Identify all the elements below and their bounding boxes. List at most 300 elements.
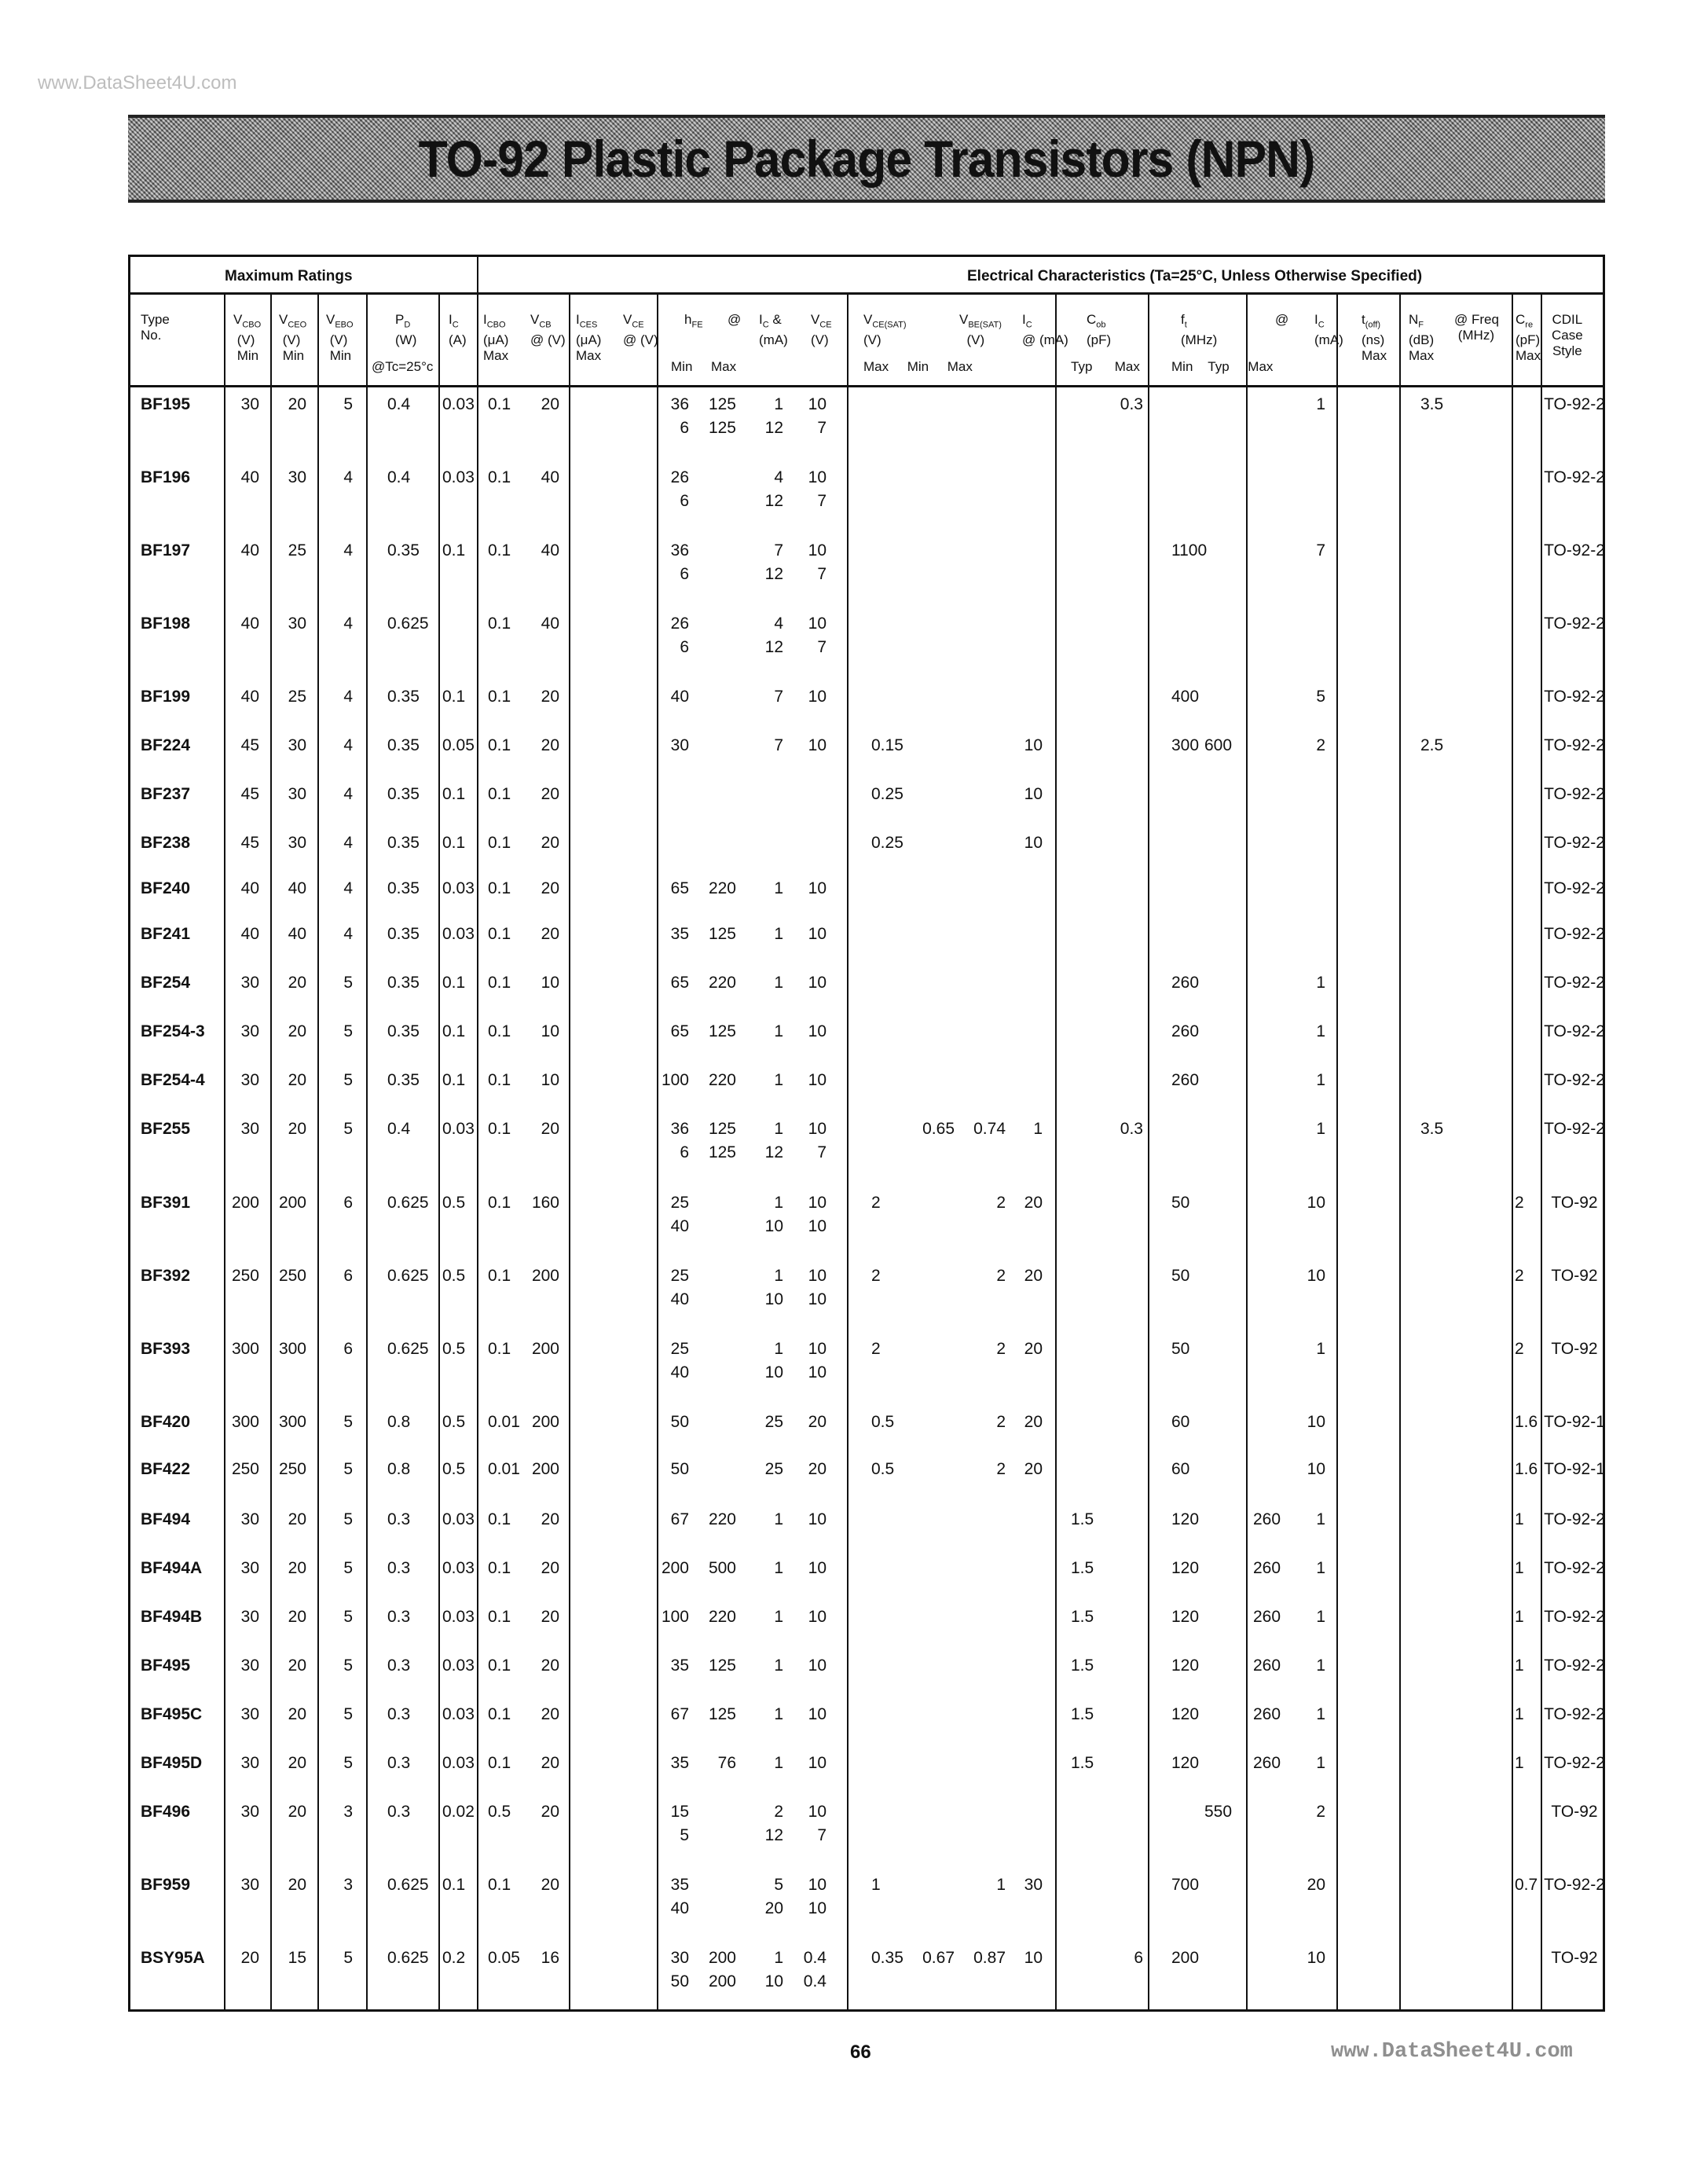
cell-case: TO-92-1 [1544,1413,1605,1431]
cell-hfe-min: 67 [670,1705,689,1723]
cell-vcb: 160 [531,1194,559,1212]
cell-vcbo: 30 [240,1705,259,1723]
cell-icbo: 0.1 [488,974,511,992]
cell-vcbo: 40 [240,688,259,706]
cell-icbo: 0.1 [488,541,511,560]
header-type: Type No. [141,312,170,343]
column-divider [438,292,440,2009]
cell-icbo: 0.1 [488,688,511,706]
cell-pd: 0.35 [387,1022,420,1040]
cell-hfe-vce: 10 [808,925,827,943]
cell-ft-ic: 1 [1316,1705,1325,1723]
cell-type: BF238 [141,834,191,852]
header-sat-ic: $I_C$ @ (mA) [1022,312,1068,348]
cell-vcb: 200 [531,1413,559,1431]
cell-vcb: 20 [541,1803,559,1821]
header-sat-minmax: Max Min Max [863,359,973,374]
cell-hfe-min: 40 [670,688,689,706]
cell-vceo: 250 [278,1267,306,1285]
cell-vcesat: 2 [871,1267,881,1285]
cell-ft-min: 50 [1171,1340,1190,1358]
cell-ft-ic: 2 [1316,736,1325,754]
group-electrical: Electrical Characteristics (Ta=25°C, Unless Otherwise Specified) [967,268,1423,284]
cell-hfe-ic: 1 [774,1754,783,1772]
cell-icbo: 0.1 [488,1559,511,1577]
header-hfe-minmax: Min Max [671,359,737,374]
cell-vceo: 20 [288,1705,306,1723]
cell-hfe-ic: 7 [774,736,783,754]
cell-vebo: 5 [343,1559,353,1577]
cell-sat-ic: 10 [1024,785,1043,803]
cell-vceo: 20 [288,974,306,992]
cell-case: TO-92-2 [1544,1608,1605,1626]
cell-hfe-ic: 1 10 [764,1194,783,1235]
cell-case: TO-92-2 [1544,1559,1605,1577]
cell-hfe-min: 65 [670,974,689,992]
cell-cre: 1 [1515,1705,1524,1723]
cell-vceo: 30 [288,785,306,803]
cell-pd: 0.3 [387,1803,411,1821]
cell-vceo: 20 [288,1022,306,1040]
cell-vebo: 4 [343,541,353,560]
cell-type: BF495D [141,1754,203,1772]
cell-ft-min: 120 [1171,1608,1200,1626]
cell-hfe-min: 25 40 [670,1267,689,1308]
cell-vbesat-max: 0.74 [973,1120,1006,1138]
cell-ft-min: 260 [1171,1022,1200,1040]
cell-hfe-ic: 1 [774,1559,783,1577]
page-number: 66 [850,2042,871,2063]
cell-vceo: 20 [288,1657,306,1675]
column-divider [1399,292,1401,2009]
cell-vbesat-max: 0.87 [973,1949,1006,1967]
cell-hfe-ic: 1 10 [764,1267,783,1308]
cell-vceo: 20 [288,1876,306,1894]
cell-hfe-vce: 20 [808,1413,827,1431]
cell-hfe-min: 65 [670,879,689,897]
cell-vceo: 20 [288,395,306,413]
cell-hfe-max: 220 [708,974,736,992]
cell-ft-max: 260 [1253,1705,1281,1723]
cell-vebo: 4 [343,615,353,633]
cell-ic: 0.03 [442,1705,475,1723]
cell-vceo: 20 [288,1120,306,1138]
cell-type: BF195 [141,395,191,413]
header-vebo: $V_{EBO}$ (V) Min [326,312,354,364]
cell-hfe-ic: 1 12 [764,395,783,437]
cell-hfe-min: 36 6 [670,395,689,437]
cell-ft-min: 120 [1171,1705,1200,1723]
cell-sat-ic: 20 [1024,1194,1043,1212]
cell-vcesat: 2 [871,1340,881,1358]
cell-pd: 0.625 [387,1194,429,1212]
cell-vcesat: 0.35 [871,1949,903,1967]
cell-cre: 1 [1515,1559,1524,1577]
cell-hfe-vce: 10 7 [808,395,827,437]
cell-ft-min: 260 [1171,974,1200,992]
cell-sat-ic: 10 [1024,1949,1043,1967]
cell-ft-ic: 1 [1316,1510,1325,1528]
cell-type: BF391 [141,1194,191,1212]
cell-ic: 0.5 [442,1194,466,1212]
cell-hfe-vce: 0.4 0.4 [803,1949,827,1990]
cell-icbo: 0.1 [488,1194,511,1212]
cell-ft-typ: 550 [1204,1803,1233,1821]
cell-ic: 0.03 [442,1559,475,1577]
cell-vcbo: 250 [231,1460,259,1478]
cell-type: BF241 [141,925,191,943]
cell-vebo: 4 [343,736,353,754]
cell-vcb: 200 [531,1340,559,1358]
cell-sat-ic: 30 [1024,1876,1043,1894]
cell-vceo: 300 [278,1413,306,1431]
cell-vcb: 20 [541,1754,559,1772]
cell-hfe-min: 25 40 [670,1194,689,1235]
cell-vcbo: 30 [240,1510,259,1528]
column-divider [1055,292,1057,2009]
cell-icbo: 0.1 [488,1071,511,1089]
cell-hfe-ic: 1 [774,1022,783,1040]
cell-nf: 3.5 [1420,395,1444,413]
cell-type: BF254-3 [141,1022,205,1040]
cell-vebo: 4 [343,688,353,706]
cell-ft-min: 120 [1171,1559,1200,1577]
cell-hfe-ic: 1 [774,1510,783,1528]
cell-vceo: 20 [288,1559,306,1577]
cell-vcbo: 40 [240,468,259,486]
cell-hfe-vce: 10 [808,1559,827,1577]
cell-ft-min: 260 [1171,1071,1200,1089]
header-case: CDIL Case Style [1552,312,1583,358]
cell-hfe-min: 25 40 [670,1340,689,1381]
cell-ft-min: 1100 [1171,541,1208,560]
cell-ic: 0.1 [442,1022,466,1040]
cell-vcb: 40 [541,468,559,486]
cell-pd: 0.625 [387,615,429,633]
header-ft-ic: $I_C$ (mA) [1314,312,1343,348]
cell-vcb: 20 [541,925,559,943]
header-vbesat: $V_{BE(SAT)}$ (V) [959,312,1002,348]
watermark-bottom: www.DataSheet4U.com [1331,2040,1573,2064]
cell-hfe-ic: 1 [774,925,783,943]
cell-ft-ic: 1 [1316,1022,1325,1040]
cell-ic: 0.03 [442,879,475,897]
cell-cre: 1 [1515,1608,1524,1626]
cell-hfe-min: 200 [661,1559,689,1577]
cell-vceo: 40 [288,879,306,897]
cell-vceo: 15 [288,1949,306,1967]
cell-ft-ic: 20 [1307,1876,1325,1894]
cell-hfe-min: 36 6 [670,541,689,583]
cell-type: BF196 [141,468,191,486]
cell-type: BF959 [141,1876,191,1894]
cell-vcesat: 0.5 [871,1413,895,1431]
cell-cob-typ: 1.5 [1071,1608,1094,1626]
cell-ft-ic: 10 [1307,1949,1325,1967]
cell-type: BF255 [141,1120,191,1138]
cell-ft-ic: 5 [1316,688,1325,706]
cell-case: TO-92-2 [1544,541,1605,560]
cell-vcbo: 300 [231,1340,259,1358]
cell-vceo: 40 [288,925,306,943]
cell-vebo: 5 [343,1754,353,1772]
cell-ic: 0.03 [442,1608,475,1626]
cell-hfe-max: 220 [708,1608,736,1626]
cell-ic: 0.1 [442,834,466,852]
cell-ic: 0.03 [442,925,475,943]
cell-hfe-max: 125 [708,1022,736,1040]
cell-pd: 0.4 [387,468,411,486]
cell-icbo: 0.1 [488,1754,511,1772]
cell-pd: 0.3 [387,1657,411,1675]
cell-vebo: 6 [343,1340,353,1358]
cell-vebo: 5 [343,1949,353,1967]
cell-case: TO-92 [1551,1194,1598,1212]
cell-sat-ic: 1 [1033,1120,1043,1138]
cell-ic: 0.03 [442,395,475,413]
cell-pd: 0.8 [387,1460,411,1478]
cell-icbo: 0.1 [488,879,511,897]
cell-cre: 2 [1515,1340,1524,1358]
cell-vebo: 4 [343,925,353,943]
cell-ft-ic: 10 [1307,1267,1325,1285]
cell-pd: 0.625 [387,1949,429,1967]
header-cre: $C_{re}$ (pF) Max [1516,312,1541,364]
cell-type: BF494A [141,1559,203,1577]
cell-ft-ic: 1 [1316,974,1325,992]
cell-cob-max: 0.3 [1120,1120,1143,1138]
cell-vcb: 20 [541,785,559,803]
cell-hfe-min: 50 [670,1413,689,1431]
cell-ic: 0.03 [442,1754,475,1772]
cell-pd: 0.4 [387,395,411,413]
cell-vceo: 20 [288,1608,306,1626]
cell-hfe-max: 500 [708,1559,736,1577]
cell-pd: 0.35 [387,785,420,803]
cell-vebo: 5 [343,1413,353,1431]
header-ft-minmax: Min Typ Max [1171,359,1274,374]
cell-ft-ic: 10 [1307,1413,1325,1431]
cell-vcesat: 0.15 [871,736,903,754]
cell-hfe-vce: 10 10 [808,1340,827,1381]
cell-cob-max: 6 [1134,1949,1143,1967]
cell-icbo: 0.1 [488,1267,511,1285]
cell-vebo: 4 [343,785,353,803]
cell-vceo: 30 [288,834,306,852]
cell-vceo: 20 [288,1510,306,1528]
cell-case: TO-92-2 [1544,834,1605,852]
cell-vcb: 20 [541,1876,559,1894]
cell-vcbo: 45 [240,785,259,803]
cell-hfe-ic: 25 [764,1413,783,1431]
cell-case: TO-92-2 [1544,1705,1605,1723]
cell-case: TO-92-2 [1544,1754,1605,1772]
cell-pd: 0.4 [387,1120,411,1138]
cell-hfe-min: 100 [661,1071,689,1089]
cell-vcb: 200 [531,1460,559,1478]
cell-case: TO-92-2 [1544,1071,1605,1089]
cell-vceo: 20 [288,1071,306,1089]
cell-ft-max: 260 [1253,1608,1281,1626]
header-cob: $C_{ob}$ (pF) [1087,312,1112,348]
cell-vebo: 4 [343,834,353,852]
cell-pd: 0.8 [387,1413,411,1431]
cell-hfe-min: 26 6 [670,468,689,510]
title-banner [128,115,1605,203]
cell-ft-ic: 1 [1316,1559,1325,1577]
cell-hfe-vce: 10 [808,1608,827,1626]
header-pd-cond: @Tc=25°c [372,359,434,374]
cell-ft-min: 120 [1171,1657,1200,1675]
cell-vcb: 20 [541,1510,559,1528]
cell-vceo: 25 [288,541,306,560]
cell-vcbo: 300 [231,1413,259,1431]
cell-type: BF254-4 [141,1071,205,1089]
column-divider [270,292,272,2009]
cell-cre: 1 [1515,1754,1524,1772]
column-divider [1336,292,1338,2009]
cell-pd: 0.35 [387,925,420,943]
cell-ft-min: 120 [1171,1510,1200,1528]
cell-hfe-vce: 10 10 [808,1267,827,1308]
cell-vceo: 25 [288,688,306,706]
cell-case: TO-92-2 [1544,925,1605,943]
cell-sat-ic: 10 [1024,834,1043,852]
cell-vebo: 5 [343,1510,353,1528]
cell-hfe-vce: 10 7 [808,615,827,656]
cell-hfe-min: 35 [670,1754,689,1772]
cell-hfe-vce: 10 [808,1071,827,1089]
cell-vceo: 30 [288,468,306,486]
cell-pd: 0.35 [387,974,420,992]
header-ic: $I_C$ (A) [449,312,467,348]
cell-vcbo: 30 [240,1071,259,1089]
cell-hfe-max: 220 [708,1071,736,1089]
cell-icbo: 0.1 [488,1120,511,1138]
cell-hfe-vce: 10 [808,1754,827,1772]
header-ft: $f_t$ (MHz) [1181,312,1218,348]
cell-ic: 0.1 [442,541,466,560]
cell-hfe-ic: 7 12 [764,541,783,583]
cell-vcb: 20 [541,395,559,413]
cell-ic: 0.03 [442,1510,475,1528]
column-divider [477,257,478,2009]
header-vcbo: $V_{CBO}$ (V) Min [233,312,262,364]
cell-hfe-ic: 1 [774,1657,783,1675]
cell-cre: 1.6 [1515,1413,1538,1431]
cell-type: BF494B [141,1608,203,1626]
cell-vcb: 20 [541,736,559,754]
cell-vebo: 5 [343,1120,353,1138]
header-vceo: $V_{CEO}$ (V) Min [279,312,307,364]
cell-type: BF393 [141,1340,191,1358]
cell-type: BF254 [141,974,191,992]
cell-type: BSY95A [141,1949,205,1967]
cell-ft-ic: 1 [1316,1071,1325,1089]
cell-ft-ic: 1 [1316,395,1325,413]
cell-case: TO-92 [1551,1340,1598,1358]
cell-ft-min: 60 [1171,1460,1190,1478]
cell-vcesat: 0.25 [871,785,903,803]
cell-icbo: 0.1 [488,468,511,486]
cell-vbesat-min: 0.67 [922,1949,955,1967]
cell-pd: 0.35 [387,736,420,754]
cell-ft-ic: 1 [1316,1340,1325,1358]
cell-icbo: 0.1 [488,1022,511,1040]
cell-vebo: 5 [343,1705,353,1723]
cell-cob-max: 0.3 [1120,395,1143,413]
cell-hfe-ic: 1 [774,1608,783,1626]
cell-pd: 0.3 [387,1705,411,1723]
column-divider [1246,292,1248,2009]
cell-ft-ic: 1 [1316,1754,1325,1772]
cell-case: TO-92-2 [1544,879,1605,897]
header-icbo: $I_{CBO}$ (μA) Max [483,312,509,364]
cell-case: TO-92 [1551,1949,1598,1967]
cell-cre: 1 [1515,1657,1524,1675]
cell-hfe-vce: 10 [808,974,827,992]
cell-ft-ic: 7 [1316,541,1325,560]
cell-ic: 0.1 [442,1071,466,1089]
cell-ic: 0.1 [442,974,466,992]
cell-pd: 0.35 [387,541,420,560]
cell-ft-min: 200 [1171,1949,1200,1967]
cell-ic: 0.03 [442,468,475,486]
cell-ic: 0.5 [442,1267,466,1285]
cell-vbesat-max: 2 [996,1413,1006,1431]
cell-icbo: 0.1 [488,736,511,754]
header-nf: $N_F$ (dB) Max [1409,312,1435,364]
cell-vcbo: 40 [240,879,259,897]
cell-cre: 1.6 [1515,1460,1538,1478]
cell-vcbo: 30 [240,1803,259,1821]
cell-vcbo: 30 [240,974,259,992]
cell-ic: 0.1 [442,1876,466,1894]
cell-vebo: 5 [343,1608,353,1626]
cell-vcb: 20 [541,1559,559,1577]
cell-ft-max: 260 [1253,1657,1281,1675]
cell-icbo: 0.5 [488,1803,511,1821]
cell-icbo: 0.1 [488,1657,511,1675]
cell-case: TO-92-1 [1544,1460,1605,1478]
cell-type: BF197 [141,541,191,560]
cell-vceo: 20 [288,1803,306,1821]
cell-hfe-max: 125 125 [708,1120,736,1161]
cell-hfe-vce: 10 [808,1705,827,1723]
cell-ft-min: 400 [1171,688,1200,706]
cell-hfe-min: 36 6 [670,1120,689,1161]
cell-hfe-vce: 10 7 [808,1803,827,1844]
cell-hfe-min: 65 [670,1022,689,1040]
cell-hfe-vce: 10 10 [808,1876,827,1917]
cell-nf: 2.5 [1420,736,1444,754]
cell-sat-ic: 20 [1024,1460,1043,1478]
cell-icbo: 0.05 [488,1949,520,1967]
cell-case: TO-92-2 [1544,615,1605,633]
cell-vceo: 200 [278,1194,306,1212]
cell-hfe-ic: 1 [774,1705,783,1723]
cell-vcb: 20 [541,879,559,897]
cell-vcbo: 30 [240,1754,259,1772]
cell-icbo: 0.1 [488,1608,511,1626]
column-divider [657,292,658,2009]
cell-ic: 0.05 [442,736,475,754]
cell-type: BF237 [141,785,191,803]
cell-vbesat-max: 2 [996,1460,1006,1478]
cell-vcesat: 0.5 [871,1460,895,1478]
cell-cob-typ: 1.5 [1071,1657,1094,1675]
watermark-top: www.DataSheet4U.com [38,72,237,94]
